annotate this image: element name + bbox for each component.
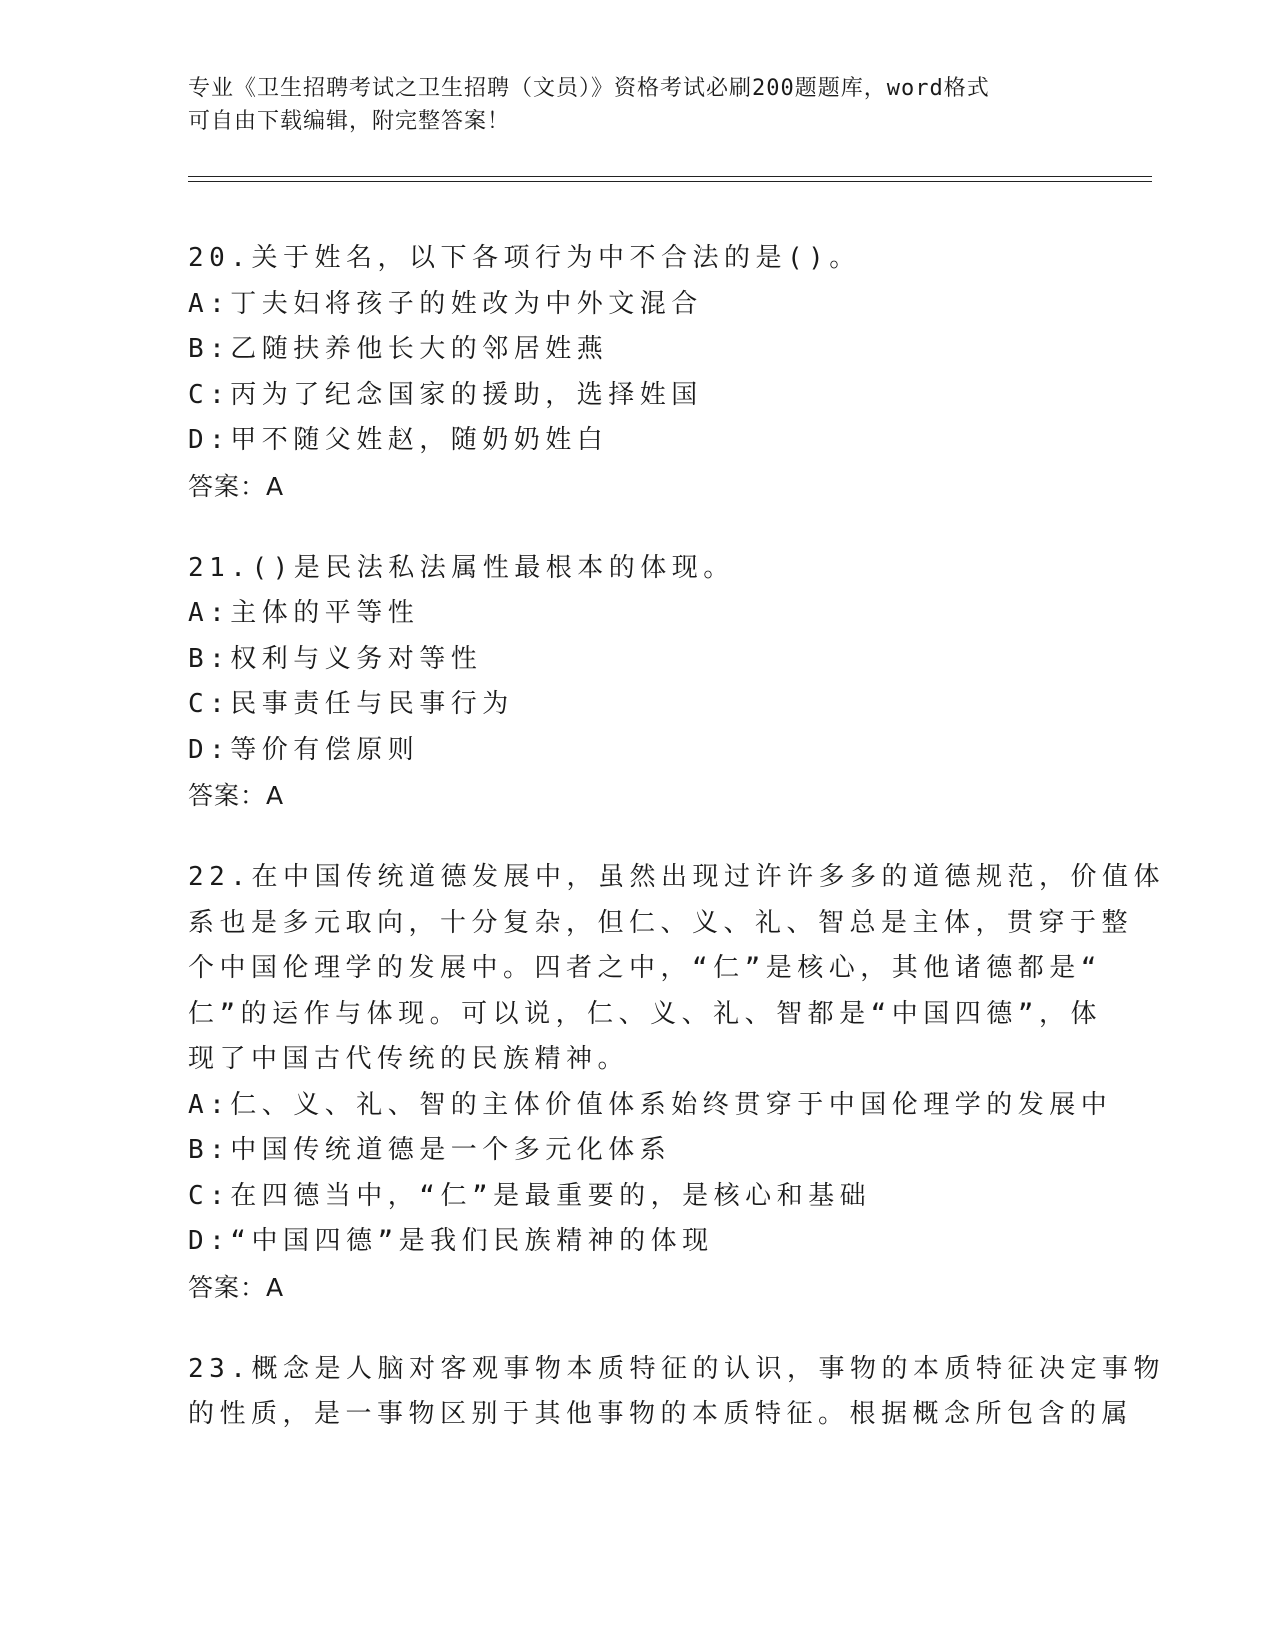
answer-line: 答案：A (188, 781, 285, 810)
question-stem-line: 现了中国古代传统的民族精神。 (188, 1044, 630, 1074)
header-divider-bottom (188, 181, 1152, 182)
answer-line: 答案：A (188, 471, 285, 501)
option-a: A:丁夫妇将孩子的姓改为中外文混合 (188, 288, 703, 319)
question-23 (188, 1347, 1165, 1438)
option-c: C:民事责任与民事行为 (188, 689, 514, 719)
option-b: B:乙随扶养他长大的邻居姓燕 (188, 334, 609, 364)
option-a: A:主体的平等性 (188, 598, 420, 628)
question-stem-line: 的性质，是一事物区别于其他事物的本质特征。根据概念所包含的属 (188, 1399, 1134, 1429)
answer-line: 答案：A (188, 1272, 285, 1302)
question-list (188, 236, 1165, 1475)
question-stem-line: 系也是多元取向，十分复杂，但仁、义、礼、智总是主体，贯穿于整 (188, 907, 1134, 938)
header-line-1: 专业《卫生招聘考试之卫生招聘（文员）》资格考试必刷200题题库，word格式 (188, 76, 990, 101)
option-a: A:仁、义、礼、智的主体价值体系始终贯穿于中国伦理学的发展中 (188, 1089, 1113, 1120)
question-20 (188, 236, 1088, 509)
option-c: C:在四德当中，“仁”是最重要的，是核心和基础 (188, 1180, 872, 1211)
option-b: B:权利与义务对等性 (188, 643, 483, 674)
question-stem-line: 个中国伦理学的发展中。四者之中，“仁”是核心，其他诸德都是“ (188, 953, 1102, 983)
option-b: B:中国传统道德是一个多元化体系 (188, 1135, 672, 1165)
question-stem-line: 23.概念是人脑对客观事物本质特征的认识，事物的本质特征决定事物 (188, 1353, 1165, 1384)
question-22 (188, 855, 1165, 1310)
question-stem: 20.关于姓名，以下各项行为中不合法的是()。 (188, 243, 861, 273)
question-stem-line: 22.在中国传统道德发展中，虽然出现过许许多多的道德规范，价值体 (188, 862, 1165, 892)
header-divider-top (188, 176, 1152, 177)
option-d: D:甲不随父姓赵，随奶奶姓白 (188, 425, 609, 455)
option-d: D:等价有偿原则 (188, 734, 420, 765)
option-d: D:“中国四德”是我们民族精神的体现 (188, 1226, 714, 1256)
document-header (188, 72, 1088, 138)
question-stem-line: 仁”的运作与体现。可以说，仁、义、礼、智都是“中国四德”，体 (188, 998, 1102, 1029)
question-21 (188, 546, 1088, 819)
header-line-2: 可自由下载编辑，附完整答案！ (188, 109, 511, 134)
question-stem: 21.()是民法私法属性最根本的体现。 (188, 552, 735, 583)
option-c: C:丙为了纪念国家的援助，选择姓国 (188, 379, 703, 410)
